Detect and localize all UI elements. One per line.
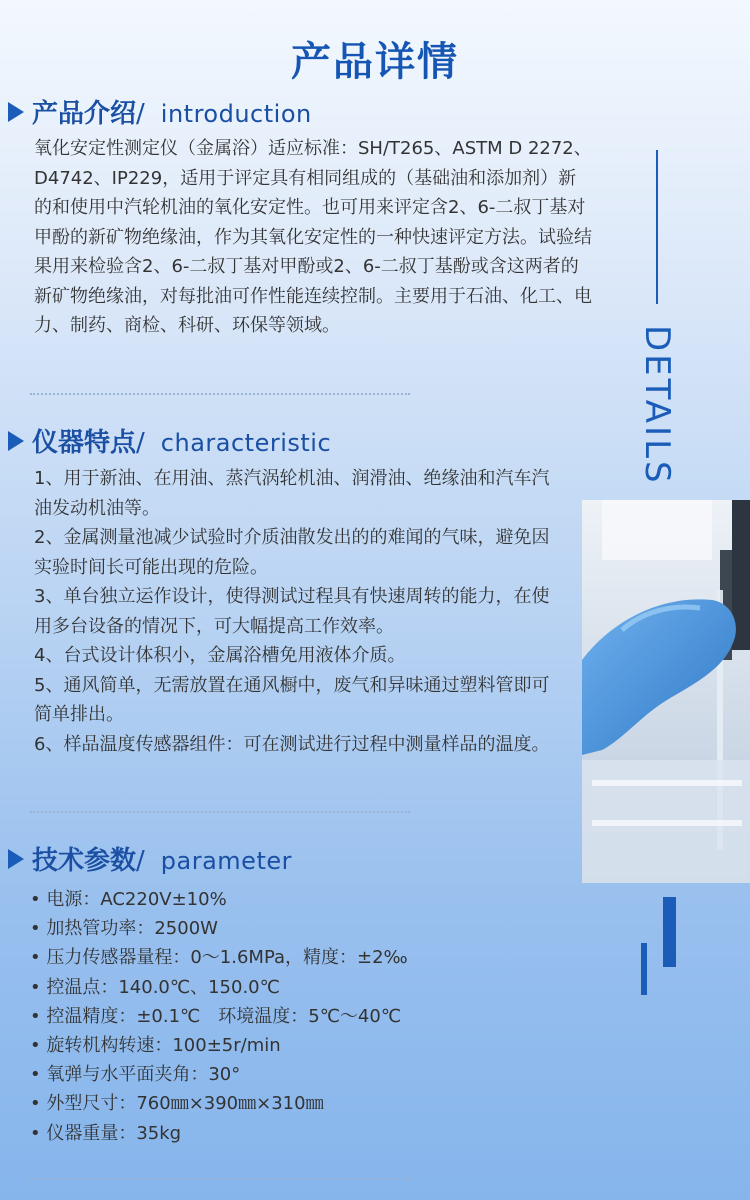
- feature-item: 5、通风简单，无需放置在通风橱中，废气和异味通过塑料管即可简单排出。: [34, 674, 550, 725]
- lab-photo: [582, 500, 750, 883]
- triangle-right-icon: [8, 431, 24, 451]
- section-title-slash: /: [136, 99, 145, 129]
- divider: [30, 1178, 410, 1180]
- param-item: • 加热管功率：2500W: [30, 914, 590, 943]
- section-heading-params: [8, 840, 292, 877]
- intro-body: [34, 134, 594, 341]
- params-list: [30, 885, 590, 1148]
- triangle-right-icon: [8, 849, 24, 869]
- details-vertical-label: DETAILS: [637, 325, 677, 486]
- param-item: • 控温精度：±0.1℃ 环境温度：5℃～40℃: [30, 1002, 590, 1031]
- param-item: • 控温点：140.0℃、150.0℃: [30, 973, 590, 1002]
- section-title-en: introduction: [160, 100, 312, 128]
- triangle-right-icon: [8, 102, 24, 122]
- accent-bar: [663, 897, 676, 967]
- param-item: • 仪器重量：35kg: [30, 1119, 590, 1148]
- page-title: 产品详情: [291, 39, 459, 85]
- section-title-en: parameter: [160, 847, 292, 875]
- divider: [30, 393, 410, 395]
- feature-item: 6、样品温度传感器组件：可在测试进行过程中测量样品的温度。: [34, 733, 550, 755]
- intro-paragraph: 氧化安定性测定仪（金属浴）适应标准：SH/T265、ASTM D 2272、D4742、IP229，适用于评定具有相同组成的（基础油和添加剂）新的和使用中汽轮机油的氧化安定性。也可用来评定含2、6-二叔丁基对甲酚的新矿物绝缘油，作为其氧化安定性的一种快速评定方法。试验结果用来检验含2、6-二叔丁基对甲酚或2、6-二叔丁基酚或含这两者的新矿物绝缘油，对每批油可作性能连续控制。主要用于石油、化工、电力、制药、商检、科研、环保等领域。: [34, 138, 592, 336]
- section-title-en: characteristic: [160, 429, 332, 457]
- vertical-accent-line: [656, 150, 658, 304]
- param-item: • 外型尺寸：760㎜×390㎜×310㎜: [30, 1089, 590, 1118]
- section-title-slash: /: [136, 428, 145, 458]
- section-title-cn: 产品介绍: [32, 99, 137, 129]
- feature-item: 3、单台独立运作设计，使得测试过程具有快速周转的能力，在使用多台设备的情况下，可大幅提高工作效率。: [34, 586, 550, 637]
- section-heading-intro: [8, 93, 312, 130]
- feature-item: 1、用于新油、在用油、蒸汽涡轮机油、润滑油、绝缘油和汽车汽油发动机油等。: [34, 468, 550, 519]
- section-title-cn: 仪器特点: [32, 428, 137, 458]
- lab-photo-illustration: [582, 500, 750, 883]
- feature-item: 4、台式设计体积小，金属浴槽免用液体介质。: [34, 645, 406, 666]
- section-heading-features: [8, 422, 331, 459]
- param-item: • 氧弹与水平面夹角：30°: [30, 1060, 590, 1089]
- section-title-cn: 技术参数: [32, 846, 137, 876]
- section-title-slash: /: [136, 846, 145, 876]
- features-list: [34, 464, 566, 759]
- divider: [30, 811, 410, 813]
- param-item: • 电源：AC220V±10%: [30, 885, 590, 914]
- accent-bar: [641, 943, 647, 995]
- feature-item: 2、金属测量池减少试验时介质油散发出的的难闻的气味，避免因实验时间长可能出现的危险。: [34, 527, 550, 578]
- param-item: • 压力传感器量程：0～1.6MPa，精度：±2‰: [30, 943, 590, 972]
- param-item: • 旋转机构转速：100±5r/min: [30, 1031, 590, 1060]
